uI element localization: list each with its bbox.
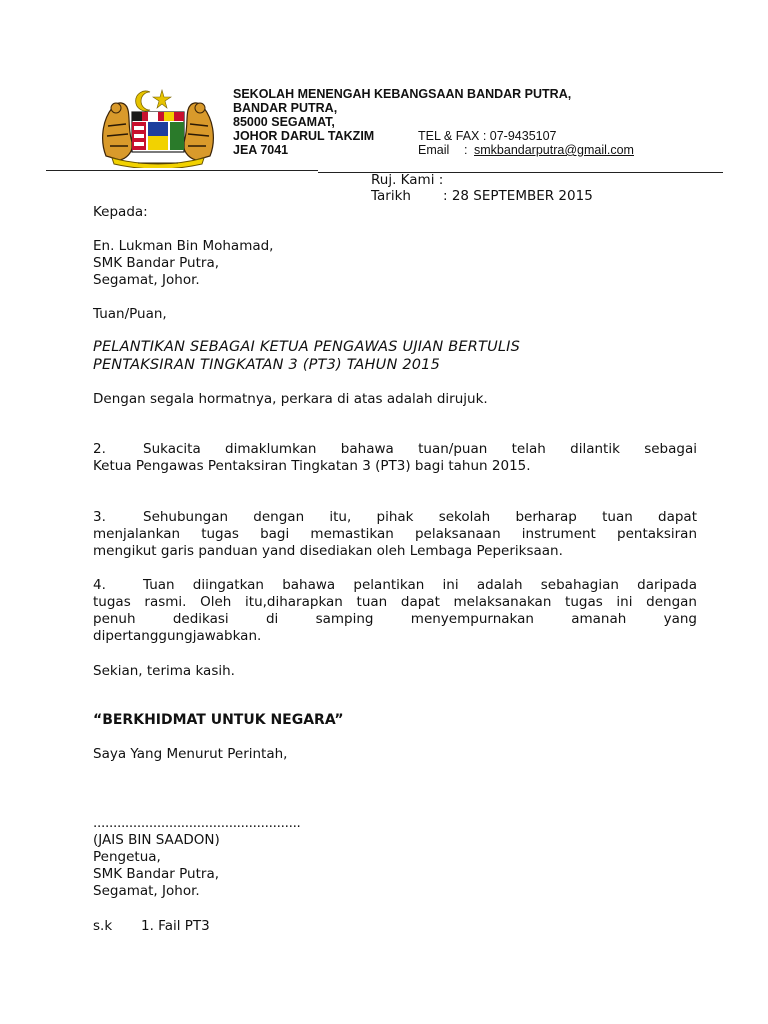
cc-item-1: 1. Fail PT3 [141, 918, 210, 934]
paragraph-4-number: 4. [93, 577, 106, 593]
tarikh-value: : 28 SEPTEMBER 2015 [443, 188, 593, 204]
paragraph-2-text-1: Sukacita dimaklumkan bahawa tuan/puan telah dilantik sebagai [143, 441, 697, 457]
paragraph-2-number: 2. [93, 441, 106, 457]
recipient-line-1: SMK Bandar Putra, [93, 255, 220, 271]
header-rule-left [46, 170, 318, 171]
signatory-place: Segamat, Johor. [93, 883, 200, 899]
paragraph-2-line-2: Ketua Pengawas Pentaksiran Tingkatan 3 (PT3) bagi tahun 2015. [93, 458, 531, 474]
address-line-2: 85000 SEGAMAT, [233, 115, 335, 129]
email-link[interactable]: smkbandarputra@gmail.com [474, 143, 634, 157]
opening-line: Dengan segala hormatnya, perkara di atas adalah dirujuk. [93, 391, 488, 407]
email-label: Email [418, 143, 450, 157]
paragraph-4-line-4: dipertanggungjawabkan. [93, 628, 262, 644]
recipient-line-2: Segamat, Johor. [93, 272, 200, 288]
ruj-kami-label: Ruj. Kami : [371, 172, 444, 188]
paragraph-2-line-1 [93, 441, 697, 458]
cc-label: s.k [93, 918, 113, 934]
kepada-label: Kepada: [93, 204, 148, 220]
tel-fax: TEL & FAX : 07-9435107 [418, 129, 557, 143]
paragraph-3-text-1: Sehubungan dengan itu, pihak sekolah berharap tuan dapat [143, 509, 697, 525]
paragraph-3-line-1 [93, 509, 697, 526]
signatory-name: (JAIS BIN SAADON) [93, 832, 220, 848]
motto: “BERKHIDMAT UNTUK NEGARA” [93, 712, 344, 728]
tarikh-label: Tarikh [371, 188, 411, 204]
malaysia-coat-of-arms-icon [98, 86, 218, 168]
subject-line-2: PENTAKSIRAN TINGKATAN 3 (PT3) TAHUN 2015 [93, 357, 441, 373]
paragraph-3-line-3: mengikut garis panduan yand disediakan oleh Lembaga Peperiksaan. [93, 543, 563, 559]
signatory-org: SMK Bandar Putra, [93, 866, 220, 882]
by-order-line: Saya Yang Menurut Perintah, [93, 746, 288, 762]
school-name: SEKOLAH MENENGAH KEBANGSAAN BANDAR PUTRA, [233, 87, 572, 101]
greeting: Tuan/Puan, [93, 306, 167, 322]
address-line-3: JOHOR DARUL TAKZIM [233, 129, 375, 143]
subject-line-1: PELANTIKAN SEBAGAI KETUA PENGAWAS UJIAN BERTULIS [93, 339, 521, 355]
paragraph-4-line-3: penuh dedikasi di samping menyempurnakan amanah yang [93, 611, 697, 627]
signature-dots: .................................................... [93, 815, 301, 831]
paragraph-3-number: 3. [93, 509, 106, 525]
paragraph-3-line-2: menjalankan tugas bagi memastikan pelaksanaan instrument pentaksiran [93, 526, 697, 542]
paragraph-4-line-2: tugas rasmi. Oleh itu,diharapkan tuan dapat melaksanakan tugas ini dengan [93, 594, 697, 610]
address-line-4: JEA 7041 [233, 143, 289, 157]
paragraph-4-text-1: Tuan diingatkan bahawa pelantikan ini adalah sebahagian daripada [143, 577, 697, 593]
recipient-name: En. Lukman Bin Mohamad, [93, 238, 274, 254]
paragraph-4-line-1 [93, 577, 697, 594]
address-line-1: BANDAR PUTRA, [233, 101, 338, 115]
closing-line: Sekian, terima kasih. [93, 663, 235, 679]
signatory-title: Pengetua, [93, 849, 161, 865]
email-separator: : [464, 143, 468, 157]
